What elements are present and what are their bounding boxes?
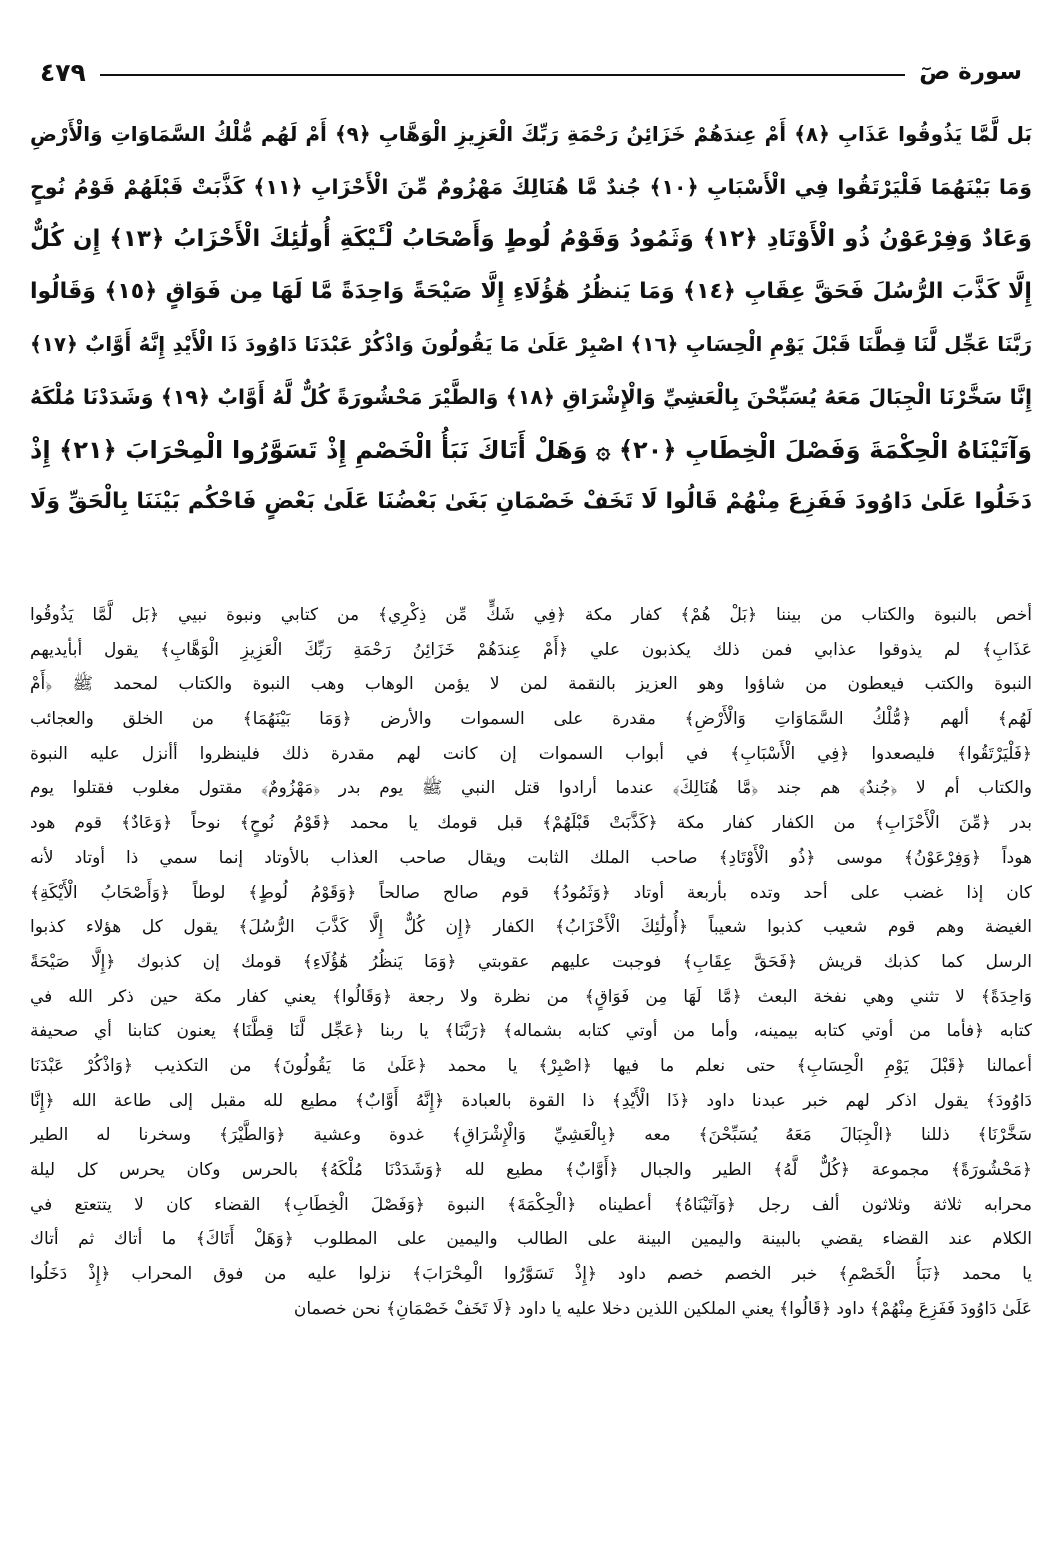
page-number: ٤٧٩	[40, 57, 86, 87]
tafsir-line: هوداً ﴿وَفِرْعَوْنُ﴾ موسى ﴿ذُو الْأَوْتَادِ﴾ صاحب الملك الثابت ويقال صاحب العذاب بالأوتاد إنما سمي ذا أوتاد لأنه	[30, 847, 1032, 868]
tafsir-line: الغيضة وهم قوم شعيب كذبوا شعيباً ﴿أُولَٰئِكَ الْأَحْزَابُ﴾ الكفار ﴿إِن كُلٌّ إِلَّا كَذَّبَ الرُّسُلَ﴾ يقول كل هؤلاء كذبوا	[30, 917, 1032, 938]
tafsir-line: كان إذا غضب على أحد وتده بأربعة أوتاد ﴿وَثَمُودُ﴾ قوم صالح صالحاً ﴿وَقَوْمُ لُوطٍ﴾ لوطاً ﴿وَأَصْحَابُ الْأَيْكَةِ﴾	[30, 882, 1032, 903]
quran-line: وَعَادٌ وَفِرْعَوْنُ ذُو الْأَوْتَادِ ﴿١٢﴾ وَثَمُودُ وَقَوْمُ لُوطٍ وَأَصْحَابُ لْـَٔيْكَةِ أُولَٰئِكَ الْأَحْزَابُ ﴿١٣﴾ إِن كُلٌّ	[30, 226, 1032, 253]
page-header	[40, 52, 1022, 92]
tafsir-line: والكتاب أم لا ﴿جُندٌ﴾ هم جند ﴿مَّا هُنَالِكَ﴾ عندما أرادوا قتل النبي ﷺ يوم بدر ﴿مَهْزُومٌ﴾ مقتول مغلوب فقتلوا يوم	[30, 778, 1032, 799]
tafsir-line: الرسل كما كذبك قريش ﴿فَحَقَّ عِقَابِ﴾ فوجبت عليهم عقوبتي ﴿وَمَا يَنظُرُ هَٰؤُلَاءِ﴾ قومك إن كذبوك ﴿إِلَّا صَيْحَةً	[30, 951, 1032, 972]
tafsir-line: دَاوُودَ﴾ يقول اذكر لهم خبر عبدنا داود ﴿ذَا الْأَيْدِ﴾ ذا القوة بالعبادة ﴿إِنَّهُ أَوَّابٌ﴾ مطيع لله مقبل إلى طاعة الله ﴿إِنَّا	[30, 1090, 1032, 1111]
quran-line: وَمَا بَيْنَهُمَا فَلْيَرْتَقُوا فِي الْأَسْبَابِ ﴿١٠﴾ جُندٌ مَّا هُنَالِكَ مَهْزُومٌ مِّنَ الْأَحْزَابِ ﴿١١﴾ كَذَّبَتْ قَبْلَهُمْ قَوْمُ نُوحٍ	[30, 174, 1032, 199]
tafsir-line: أخص بالنبوة والكتاب من بيننا ﴿بَلْ هُمْ﴾ كفار مكة ﴿فِي شَكٍّ مِّن ذِكْرِي﴾ من كتابي ونبوة نبيي ﴿بَل لَّمَّا يَذُوقُوا	[30, 605, 1032, 625]
tafsir-line: بدر ﴿مِّنَ الْأَحْزَابِ﴾ من الكفار كفار مكة ﴿كَذَّبَتْ قَبْلَهُمْ﴾ قبل قومك يا محمد ﴿قَوْمُ نُوحٍ﴾ نوحاً ﴿وَعَادٌ﴾ قوم هود	[30, 813, 1032, 834]
tafsir-line: أعمالنا ﴿قَبْلَ يَوْمِ الْحِسَابِ﴾ حتى نعلم ما فيها ﴿اصْبِرْ﴾ يا محمد ﴿عَلَىٰ مَا يَقُولُونَ﴾ من التكذيب ﴿وَاذْكُرْ عَبْدَنَا	[30, 1055, 1032, 1076]
quran-line: رَبَّنَا عَجِّل لَّنَا قِطَّنَا قَبْلَ يَوْمِ الْحِسَابِ ﴿١٦﴾ اصْبِرْ عَلَىٰ مَا يَقُولُونَ وَاذْكُرْ عَبْدَنَا دَاوُودَ ذَا الْأَيْدِ إِنَّهُ أَوَّابٌ ﴿١٧﴾	[30, 332, 1032, 357]
tafsir-line: محرابه ثلاثة وثلاثون ألف رجل ﴿وَآتَيْنَاهُ﴾ أعطيناه ﴿الْحِكْمَةَ﴾ النبوة ﴿وَفَصْلَ الْخِطَابِ﴾ القضاء كان لا يتتعتع في	[30, 1194, 1032, 1215]
tafsir-line: ﴿مَحْشُورَةً﴾ مجموعة ﴿كُلٌّ لَّهُ﴾ الطير والجبال ﴿أَوَّابٌ﴾ مطيع لله ﴿وَشَدَدْنَا مُلْكَهُ﴾ بالحرس وكان يحرس كل ليلة	[30, 1160, 1032, 1180]
tafsir-line: يا محمد ﴿نَبَأُ الْخَصْمِ﴾ خبر الخصم خصم داود ﴿إِذْ تَسَوَّرُوا الْمِحْرَابَ﴾ نزلوا عليه من فوق المحراب ﴿إِذْ دَخَلُوا	[30, 1264, 1032, 1285]
quran-line: بَل لَّمَّا يَذُوقُوا عَذَابِ ﴿٨﴾ أَمْ عِندَهُمْ خَزَائِنُ رَحْمَةِ رَبِّكَ الْعَزِيزِ الْوَهَّابِ ﴿٩﴾ أَمْ لَهُم مُّلْكُ السَّمَاوَاتِ وَالْأَرْضِ	[30, 122, 1032, 146]
quran-line: وَآتَيْنَاهُ الْحِكْمَةَ وَفَصْلَ الْخِطَابِ ﴿٢٠﴾ ۞ وَهَلْ أَتَاكَ نَبَأُ الْخَصْمِ إِذْ تَسَوَّرُوا الْمِحْرَابَ ﴿٢١﴾ إِذْ	[30, 435, 1032, 464]
quran-line: دَخَلُوا عَلَىٰ دَاوُودَ فَفَزِعَ مِنْهُمْ قَالُوا لَا تَخَفْ خَصْمَانِ بَغَىٰ بَعْضُنَا عَلَىٰ بَعْضٍ فَاحْكُم بَيْنَنَا بِالْحَقِّ وَلَا	[30, 489, 1032, 515]
header-rule	[100, 74, 905, 76]
quran-line: إِلَّا كَذَّبَ الرُّسُلَ فَحَقَّ عِقَابِ ﴿١٤﴾ وَمَا يَنظُرُ هَٰؤُلَاءِ إِلَّا صَيْحَةً وَاحِدَةً مَّا لَهَا مِن فَوَاقٍ ﴿١٥﴾ وَقَالُوا	[30, 278, 1032, 304]
tafsir-line: لَهُم﴾ ألهم ﴿مُّلْكُ السَّمَاوَاتِ وَالْأَرْضِ﴾ مقدرة على السموات والأرض ﴿وَمَا بَيْنَهُمَا﴾ من الخلق والعجائب	[30, 709, 1032, 730]
tafsir-line: عَذَابِ﴾ لم يذوقوا عذابي فمن ذلك يكذبون علي ﴿أَمْ عِندَهُمْ خَزَائِنُ رَحْمَةِ رَبِّكَ الْعَزِيزِ الْوَهَّابِ﴾ يقول أبأيديهم	[30, 639, 1032, 660]
tafsir-line: الكلام عند القضاء يقضي بالبينة واليمين البينة على الطالب واليمين على المطلوب ﴿وَهَلْ أَتَاكَ﴾ ما أتاك ثم أتاك	[30, 1229, 1032, 1250]
quran-text-block	[30, 108, 1032, 529]
quran-line: إِنَّا سَخَّرْنَا الْجِبَالَ مَعَهُ يُسَبِّحْنَ بِالْعَشِيِّ وَالْإِشْرَاقِ ﴿١٨﴾ وَالطَّيْرَ مَحْشُورَةً كُلٌّ لَّهُ أَوَّابٌ ﴿١٩﴾ وَشَدَدْنَا مُلْكَهُ	[30, 384, 1032, 409]
tafsir-line: كتابه ﴿فأما من أوتي كتابه بيمينه، وأما من أوتي كتابه بشماله﴾ ﴿رَبَّنَا﴾ يا ربنا ﴿عَجِّل لَّنَا قِطَّنَا﴾ يعنون كتابنا أي صحيفة	[30, 1021, 1032, 1042]
tafsir-text-block	[30, 598, 1032, 1326]
tafsir-line: ﴿فَلْيَرْتَقُوا﴾ فليصعدوا ﴿فِي الْأَسْبَابِ﴾ في أبواب السموات إن كانت لهم مقدرة ذلك فلينظروا أأنزل عليه النبوة	[30, 743, 1032, 764]
tafsir-line: عَلَىٰ دَاوُودَ فَفَزِعَ مِنْهُمْ﴾ داود ﴿قَالُوا﴾ يعني الملكين اللذين دخلا عليه يا داود ﴿لَا تَخَفْ خَصْمَانِ﴾ نحن خصمان	[293, 1298, 1032, 1319]
tafsir-line: وَاحِدَةً﴾ لا تثني وهي نفخة البعث ﴿مَّا لَهَا مِن فَوَاقٍ﴾ من نظرة ولا رجعة ﴿وَقَالُوا﴾ يعني كفار مكة حين ذكر الله في	[30, 986, 1032, 1007]
tafsir-line: سَخَّرْنَا﴾ ذللنا ﴿الْجِبَالَ مَعَهُ يُسَبِّحْنَ﴾ معه ﴿بِالْعَشِيِّ وَالْإِشْرَاقِ﴾ غدوة وعشية ﴿وَالطَّيْرَ﴾ وسخرنا له الطير	[30, 1125, 1032, 1146]
tafsir-line: النبوة والكتب فيعطون من شاؤوا وهو العزيز بالنقمة لمن لا يؤمن الوهاب وهب النبوة والكتاب لمحمد ﷺ ﴿أَمْ	[30, 674, 1032, 695]
surah-title: سورة صٓ	[919, 59, 1022, 85]
